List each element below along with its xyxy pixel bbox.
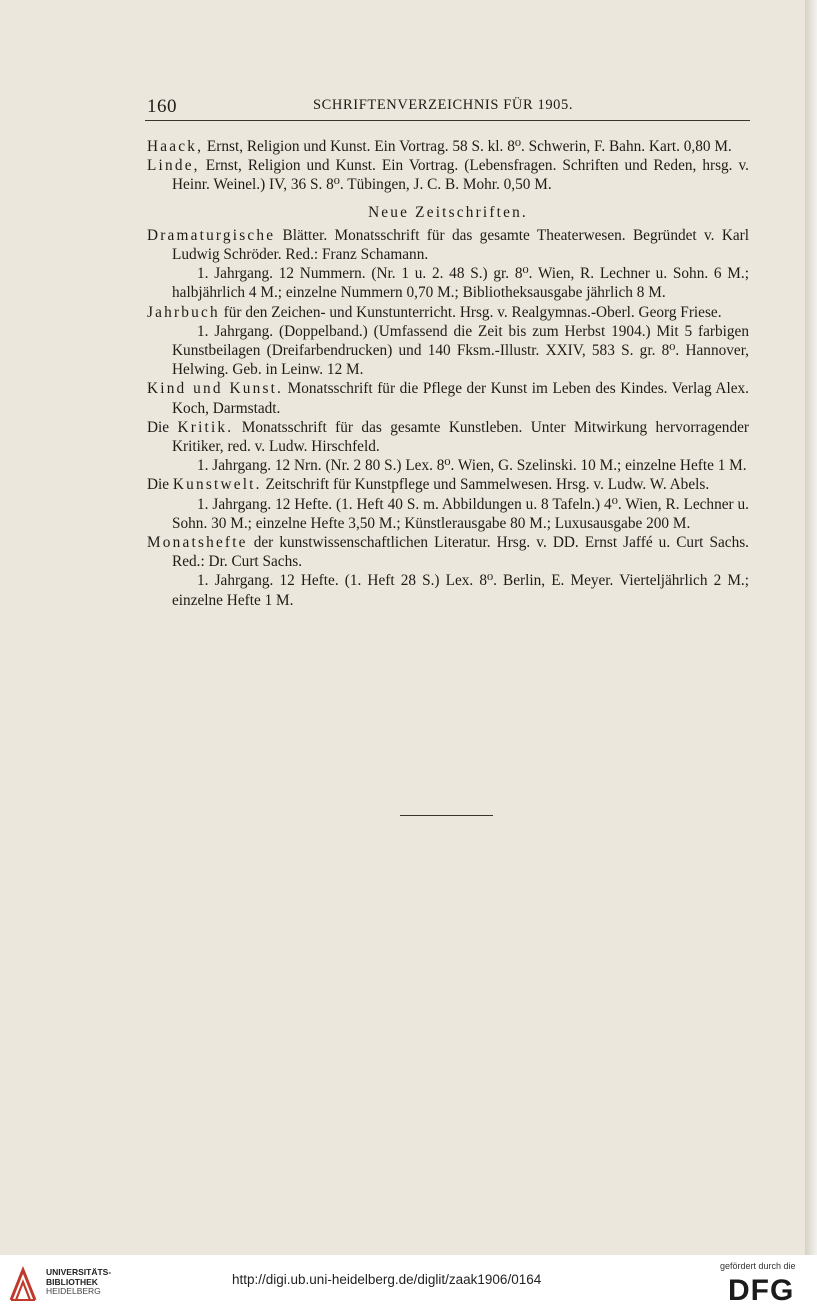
entry-text: Monatsschrift für die Pflege der Kunst im Leben des Kindes. Verlag Alex. Koch, Darmstadt. (172, 380, 749, 417)
entry-text: der kunstwissenschaftlichen Literatur. Hrsg. v. DD. Ernst Jaffé u. Curt Sachs. Red.: Dr. Curt Sachs. (172, 534, 749, 571)
section-title: Neue Zeitschriften. (368, 203, 528, 221)
entry-details: 1. Jahrgang. 12 Nummern. (Nr. 1 u. 2. 48 S.) gr. 8⁰. Wien, R. Lechner u. Sohn. 6 M.; halbjährlich 4 M.; einzelne Nummern 0,70 M.; Bibliotheksausgabe jährlich 8 M. (172, 265, 749, 302)
viewer-footer (0, 1255, 817, 1313)
ub-heidelberg-logo-icon[interactable] (7, 1264, 39, 1304)
entry-author: Haack, (147, 138, 204, 155)
page-number: 160 (147, 96, 177, 117)
list-item (147, 156, 749, 194)
entry-text: Zeitschrift für Kunstpflege und Sammelwesen. Hrsg. v. Ludw. W. Abels. (261, 476, 710, 494)
list-item (147, 137, 749, 156)
entry-text: Monatsschrift für das gesamte Kunstleben. Unter Mitwirkung hervorragender Kritiker, red. v. Ludw. Hirschfeld. (172, 418, 749, 456)
entry-text: Ernst, Religion und Kunst. Ein Vortrag. (Lebensfragen. Schriften und Reden, hrsg. v. Heinr. Weinel.) IV, 36 S. 8⁰. Tübingen, J. C. B. Mohr. 0,50 M. (172, 157, 749, 194)
library-line: HEIDELBERG (46, 1286, 101, 1296)
permalink-url[interactable]: http://digi.ub.uni-heidelberg.de/diglit/zaak1906/0164 (232, 1272, 542, 1287)
entry-text: für den Zeichen- und Kunstunterricht. Hrsg. v. Realgymnas.-Oberl. Georg Friese. (219, 303, 722, 321)
list-item (147, 379, 749, 417)
journal-title: Monatshefte (147, 534, 248, 552)
journal-title: Dramaturgische (147, 226, 276, 244)
entry-details: 1. Jahrgang. (Doppelband.) (Umfassend die Zeit bis zum Herbst 1904.) Mit 5 farbigen Kunstbeilagen (Dreifarbendrucken) und 140 Fksm.-Illustr. XXIV, 583 S. gr. 8⁰. Hannover, Helwing. Geb. in Leinw. 12 M. (172, 322, 749, 379)
journal-title: Kind und Kunst. (147, 380, 284, 398)
entry-details: 1. Jahrgang. 12 Hefte. (1. Heft 40 S. m. Abbildungen u. 8 Tafeln.) 4⁰. Wien, R. Lechner u. Sohn. 30 M.; einzelne Hefte 3,50 M.; Künstlerausgabe 80 M.; Luxusausgabe 200 M. (172, 495, 749, 532)
article: Die (147, 418, 178, 436)
list-item (147, 226, 749, 303)
page-title: SCHRIFTENVERZEICHNIS FÜR 1905. (313, 97, 574, 113)
entry-details: 1. Jahrgang. 12 Nrn. (Nr. 2 80 S.) Lex. 8⁰. Wien, G. Szelinski. 10 M.; einzelne Hefte 1 M. (197, 457, 747, 475)
library-name[interactable] (46, 1268, 111, 1297)
dfg-logo[interactable]: DFG (728, 1274, 795, 1307)
entry-author: Linde, (147, 157, 200, 175)
journal-title: Kritik. (177, 418, 234, 436)
entry-text: Blätter. Monatsschrift für das gesamte Theaterwesen. Begründet v. Karl Ludwig Schröder. Red.: Franz Schamann. (172, 226, 749, 264)
journal-title: Jahrbuch (147, 303, 220, 321)
library-line: UNIVERSITÄTS- (46, 1267, 112, 1277)
list-item (147, 533, 749, 610)
entry-details: 1. Jahrgang. 12 Hefte. (1. Heft 28 S.) Lex. 8⁰. Berlin, E. Meyer. Vierteljährlich 2 M.; einzelne Hefte 1 M. (172, 572, 749, 609)
list-item (147, 475, 749, 533)
journal-title: Kunstwelt. (172, 476, 262, 494)
bibliography-list (147, 137, 749, 610)
article: Die (147, 476, 173, 494)
sponsor-caption: gefördert durch die (720, 1261, 796, 1271)
list-item (147, 303, 749, 380)
list-item (147, 418, 749, 476)
page-edge-shadow (805, 0, 817, 1255)
running-head (145, 96, 750, 121)
library-line: BIBLIOTHEK (46, 1276, 98, 1287)
section-divider (400, 815, 493, 816)
entry-text: Ernst, Religion und Kunst. Ein Vortrag. 58 S. kl. 8⁰. Schwerin, F. Bahn. Kart. 0,80 M. (203, 138, 732, 155)
